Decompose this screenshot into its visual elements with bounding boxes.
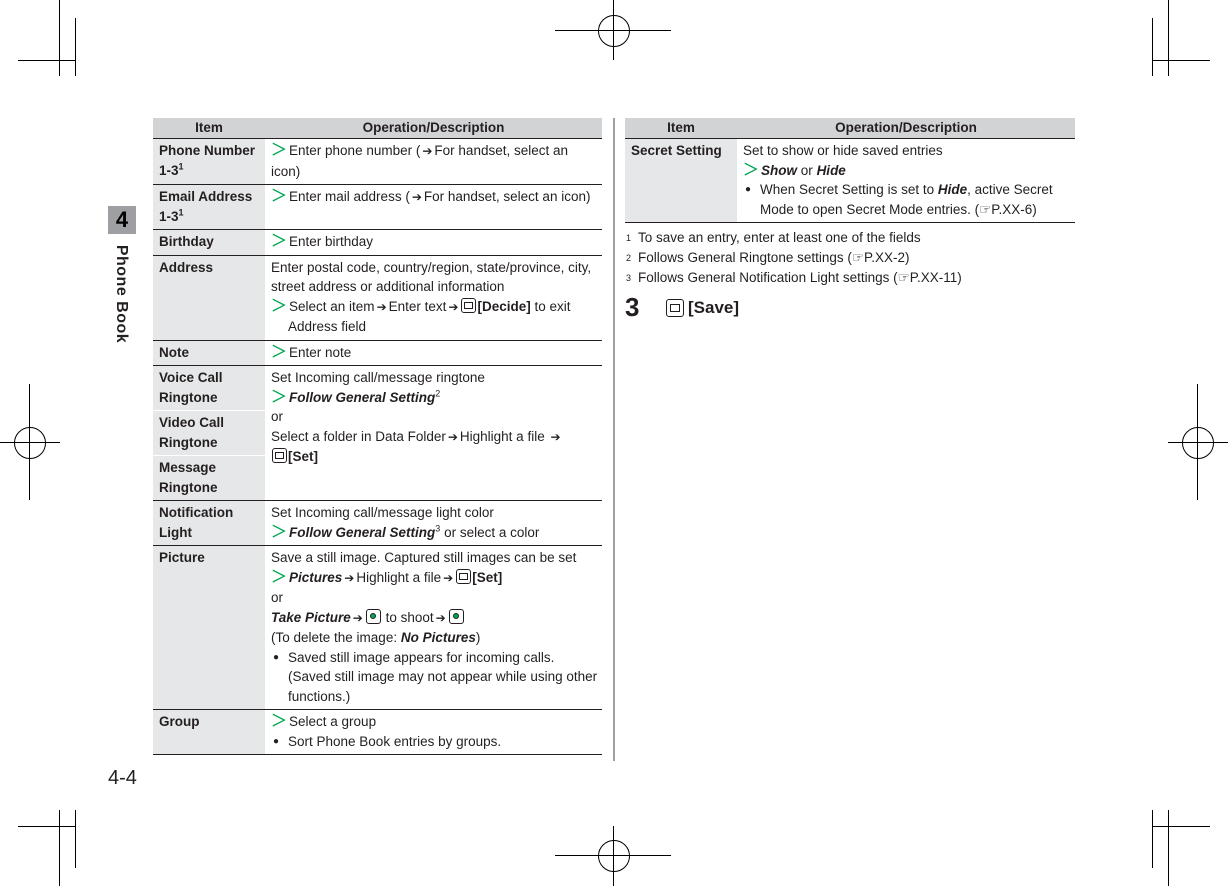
step-number: 3 <box>625 292 640 322</box>
table-row-note <box>153 340 602 366</box>
registration-mark <box>598 15 630 47</box>
step-marker-icon: ＞ <box>271 297 288 315</box>
column-header-item: Item <box>153 118 265 139</box>
crop-mark <box>1152 826 1210 827</box>
registration-line <box>1168 442 1228 443</box>
item-video-call-ringtone: Video Call Ringtone <box>153 411 265 456</box>
operation-phone-number: ＞ Enter phone number ( ➔ For handset, select an icon) <box>265 139 602 185</box>
reference-hand-icon: ☞ <box>851 250 864 265</box>
footnote-1: 1 To save an entry, enter at least one of the fields <box>626 230 921 245</box>
step-marker-icon: ＞ <box>271 343 288 361</box>
item-phone-number: Phone Number $1-3^1$ <box>153 139 265 185</box>
center-key-icon <box>366 609 381 624</box>
arrow-icon: ➔ <box>447 429 458 444</box>
step-marker-icon: ＞ <box>271 568 288 586</box>
operation-birthday: ＞ Enter birthday <box>265 230 602 256</box>
column-header-operation: Operation/Description <box>265 118 602 139</box>
crop-mark <box>59 0 60 76</box>
registration-line <box>613 0 614 60</box>
registration-line <box>0 442 60 443</box>
column-header-operation: Operation/Description <box>737 118 1075 139</box>
table-row-phone-number <box>153 139 602 185</box>
item-note: Note <box>153 340 265 366</box>
mail-key-icon <box>456 569 471 584</box>
table-header-row <box>625 118 1075 139</box>
column-header-item: Item <box>625 118 737 139</box>
registration-mark <box>1182 427 1214 459</box>
settings-table-left <box>153 118 602 755</box>
table-row-picture <box>153 546 602 710</box>
step-marker-icon: ＞ <box>271 523 288 541</box>
operation-ringtones: Set Incoming call/message ringtone ＞ Follow General Setting$^2$ or Select a folder in Data Folder ➔ Highlight a file ➔ [Set] <box>265 366 602 501</box>
crop-mark <box>75 810 76 868</box>
chapter-title: Phone Book <box>112 244 130 344</box>
save-step-label: [Save] <box>688 298 740 317</box>
footnote-3: 3 Follows General Notification Light settings (☞P.XX-11) <box>626 270 962 285</box>
operation-address: Enter postal code, country/region, state/province, city, street address or additional information ＞ Select an item ➔ Enter text ➔ [Decide] to exit Address field <box>265 255 602 340</box>
item-group: Group <box>153 710 265 755</box>
procedure-step <box>625 292 740 322</box>
registration-line <box>1197 384 1198 500</box>
step-marker-icon: ＞ <box>743 161 760 179</box>
operation-group: ＞ Select a group ● Sort Phone Book entries by groups. <box>265 710 602 755</box>
crop-mark <box>1152 810 1153 868</box>
registration-line <box>613 826 614 886</box>
bullet-note: ● Sort Phone Book entries by groups. <box>271 732 598 752</box>
item-voice-call-ringtone: Voice Call Ringtone <box>153 366 265 411</box>
footnote-2: 2 Follows General Ringtone settings (☞P.XX-2) <box>626 250 910 265</box>
registration-line <box>29 384 30 500</box>
arrow-icon: ➔ <box>422 144 433 158</box>
operation-notification-light: Set Incoming call/message light color ＞ Follow General Setting$^3$ or select a color <box>265 501 602 546</box>
column-divider <box>613 118 615 761</box>
crop-mark <box>18 826 76 827</box>
crop-mark <box>1168 0 1169 76</box>
item-message-ringtone: Message Ringtone <box>153 456 265 501</box>
step-marker-icon: ＞ <box>271 713 288 730</box>
crop-mark <box>75 18 76 76</box>
arrow-icon: ➔ <box>550 429 561 444</box>
arrow-icon: ➔ <box>352 610 363 625</box>
operation-picture: Save a still image. Captured still images can be set ＞ Pictures ➔ Highlight a file ➔ [Set] or Take Picture ➔ to shoot ➔ (To delete the image: No Pictures) ● Saved still image appears for incoming calls. (Saved still image may not appear while using other functions.) <box>265 546 602 710</box>
step-marker-icon: ＞ <box>271 233 288 250</box>
operation-note: ＞ Enter note <box>265 340 602 366</box>
table-row-notification-light <box>153 501 602 546</box>
step-marker-icon: ＞ <box>271 142 288 159</box>
reference-hand-icon: ☞ <box>979 201 992 217</box>
step-marker-icon: ＞ <box>271 388 288 406</box>
operation-secret-setting: Set to show or hide saved entries ＞ Show or Hide ● When Secret Setting is set to Hide, active Secret Mode to open Secret Mode entries. (☞P.XX-6) <box>737 139 1075 223</box>
table-row-email-address <box>153 185 602 230</box>
settings-table-right <box>625 118 1075 223</box>
mail-key-icon <box>666 299 684 317</box>
table-row-address <box>153 255 602 340</box>
arrow-icon: ➔ <box>344 570 355 585</box>
bullet-note: ● When Secret Setting is set to Hide, active Secret Mode to open Secret Mode entries. (☞P.XX-6) <box>743 180 1071 219</box>
arrow-icon: ➔ <box>411 190 422 204</box>
table-row-secret-setting <box>625 139 1075 223</box>
arrow-icon: ➔ <box>376 299 387 314</box>
reference-hand-icon: ☞ <box>897 270 910 285</box>
item-secret-setting: Secret Setting <box>625 139 737 223</box>
page-number: 4-4 <box>108 767 137 789</box>
step-marker-icon: ＞ <box>271 188 288 205</box>
chapter-number: 4 <box>108 206 136 234</box>
mail-key-icon <box>461 298 476 313</box>
table-row-voice-call-ringtone <box>153 366 602 411</box>
item-notification-light: Notification Light <box>153 501 265 546</box>
table-header-row <box>153 118 602 139</box>
arrow-icon: ➔ <box>443 570 454 585</box>
table-row-group <box>153 710 602 755</box>
arrow-icon: ➔ <box>448 299 459 314</box>
crop-mark <box>1168 810 1169 886</box>
crop-mark <box>18 60 76 61</box>
crop-mark <box>1152 60 1210 61</box>
registration-mark <box>14 427 46 459</box>
mail-key-icon <box>272 448 287 463</box>
bullet-note: ● Saved still image appears for incoming calls. (Saved still image may not appear while using other functions.) <box>271 648 598 707</box>
center-key-icon <box>449 609 464 624</box>
item-birthday: Birthday <box>153 230 265 256</box>
arrow-icon: ➔ <box>435 610 446 625</box>
footnotes <box>626 228 1066 288</box>
registration-mark <box>598 840 630 872</box>
crop-mark <box>59 810 60 886</box>
crop-mark <box>1152 18 1153 76</box>
item-address: Address <box>153 255 265 340</box>
item-picture: Picture <box>153 546 265 710</box>
item-email-address: Email Address $1-3^1$ <box>153 185 265 230</box>
table-row-birthday <box>153 230 602 256</box>
operation-email-address: ＞ Enter mail address ( ➔ For handset, select an icon) <box>265 185 602 230</box>
